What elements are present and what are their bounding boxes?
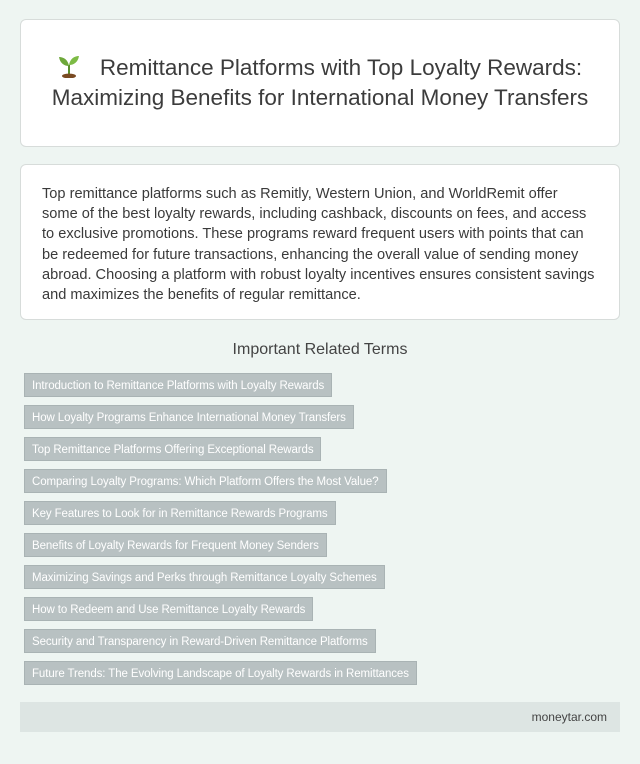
related-term-link[interactable]: Maximizing Savings and Perks through Remittance Loyalty Schemes bbox=[24, 565, 385, 589]
related-term-link[interactable]: Benefits of Loyalty Rewards for Frequent Money Senders bbox=[24, 533, 327, 557]
related-term-link[interactable]: Security and Transparency in Reward-Driven Remittance Platforms bbox=[24, 629, 376, 653]
footer bbox=[20, 702, 620, 732]
page-title-text: Remittance Platforms with Top Loyalty Rewards: Maximizing Benefits for International Money Transfers bbox=[51, 55, 589, 110]
sprout-icon bbox=[58, 54, 80, 78]
related-term-link[interactable]: Comparing Loyalty Programs: Which Platform Offers the Most Value? bbox=[24, 469, 387, 493]
summary-card bbox=[20, 164, 620, 320]
page-title bbox=[51, 53, 589, 113]
related-term-link[interactable]: How Loyalty Programs Enhance International Money Transfers bbox=[24, 405, 354, 429]
title-card bbox=[20, 19, 620, 147]
related-term-link[interactable]: Key Features to Look for in Remittance Rewards Programs bbox=[24, 501, 336, 525]
related-term-link[interactable]: Future Trends: The Evolving Landscape of Loyalty Rewards in Remittances bbox=[24, 661, 417, 685]
summary-text: Top remittance platforms such as Remitly, Western Union, and WorldRemit offer some of the best loyalty rewards, including cashback, discounts on fees, and access to exclusive promotions. These programs reward frequent users with points that can be redeemed for future transactions, enhancing the overall value of sending money abroad. Choosing a platform with robust loyalty incentives ensures consistent savings and maximizes the benefits of regular remittance. bbox=[42, 186, 595, 304]
related-terms-list bbox=[24, 373, 620, 693]
related-terms-heading: Important Related Terms bbox=[232, 341, 408, 358]
footer-site-name: moneytar.com bbox=[531, 710, 607, 724]
related-term-link[interactable]: Introduction to Remittance Platforms with Loyalty Rewards bbox=[24, 373, 332, 397]
related-term-link[interactable]: How to Redeem and Use Remittance Loyalty Rewards bbox=[24, 597, 313, 621]
related-term-link[interactable]: Top Remittance Platforms Offering Exceptional Rewards bbox=[24, 437, 321, 461]
